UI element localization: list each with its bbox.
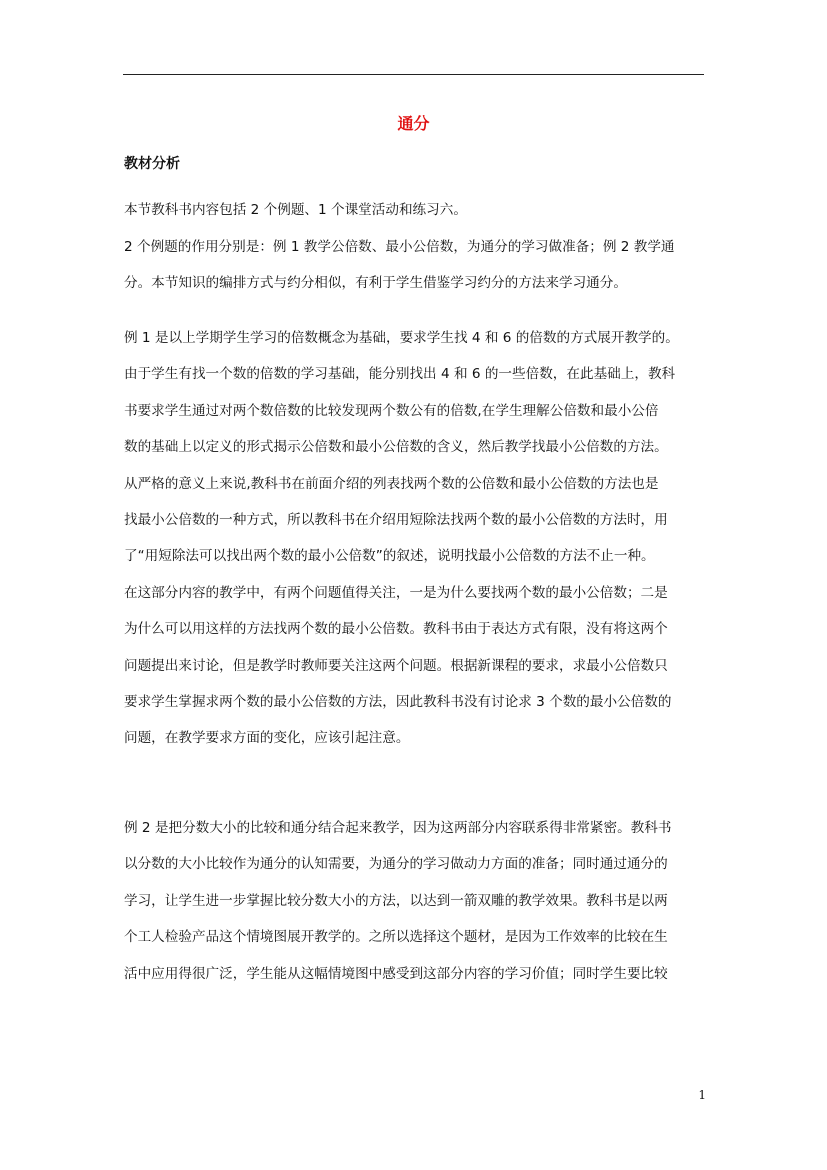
- paragraph-line: 在这部分内容的教学中，有两个问题值得关注，一是为什么要找两个数的最小公倍数；二是: [124, 584, 668, 601]
- page-number: 1: [698, 1088, 706, 1102]
- paragraph-2: [124, 229, 705, 302]
- paragraph-line: 书要求学生通过对两个数倍数的比较发现两个数公有的倍数,在学生理解公倍数和最小公倍: [124, 402, 659, 419]
- paragraph-line: 学习，让学生进一步掌握比较分数大小的方法，以达到一箭双雕的教学效果。教科书是以两: [124, 892, 668, 909]
- paragraph-line: 数的基础上以定义的形式揭示公倍数和最小公倍数的含义，然后教学找最小公倍数的方法。: [124, 439, 668, 456]
- paragraph-line: 由于学生有找一个数的倍数的学习基础，能分别找出 4 和 6 的一些倍数，在此基础上，教科: [124, 366, 676, 383]
- paragraph-line: 活中应用得很广泛，学生能从这幅情境图中感受到这部分内容的学习价值；同时学生要比较: [124, 965, 668, 982]
- paragraph-line: 2 个例题的作用分别是：例 1 教学公倍数、最小公倍数，为通分的学习做准备；例 2 教学通: [124, 239, 675, 255]
- paragraph-line: 了“用短除法可以找出两个数的最小公倍数”的叙述，说明找最小公倍数的方法不止一种。: [124, 548, 655, 565]
- paragraph-1: [124, 192, 705, 228]
- paragraph-line: 本节教科书内容包括 2 个例题、1 个课堂活动和练习六。: [124, 202, 467, 218]
- paragraph-line: 例 1 是以上学期学生学习的倍数概念为基础，要求学生找 4 和 6 的倍数的方式展开教学的。: [124, 330, 679, 346]
- header-rule: [123, 74, 704, 75]
- paragraph-line: 个工人检验产品这个情境图展开教学的。之所以选择这个题材，是因为工作效率的比较在生: [124, 929, 668, 946]
- paragraph-line: 找最小公倍数的一种方式，所以教科书在介绍用短除法找两个数的最小公倍数的方法时，用: [124, 512, 668, 529]
- paragraph-line: 从严格的意义上来说,教科书在前面介绍的列表找两个数的公倍数和最小公倍数的方法也是: [124, 475, 659, 492]
- paragraph-4: [124, 810, 705, 992]
- paragraph-3: [124, 320, 705, 757]
- paragraph-line: 问题提出来讨论，但是教学时教师要关注这两个问题。根据新课程的要求，求最小公倍数只: [124, 657, 668, 674]
- paragraph-line: 问题，在教学要求方面的变化，应该引起注意。: [124, 730, 410, 747]
- paragraph-line: 要求学生掌握求两个数的最小公倍数的方法，因此教科书没有讨论求 3 个数的最小公倍数的: [124, 694, 672, 711]
- page-title: 通分: [397, 114, 430, 133]
- paragraph-line: 为什么可以用这样的方法找两个数的最小公倍数。教科书由于表达方式有限，没有将这两个: [124, 621, 668, 638]
- paragraph-line: 分。本节知识的编排方式与约分相似，有利于学生借鉴学习约分的方法来学习通分。: [124, 275, 627, 292]
- paragraph-line: 例 2 是把分数大小的比较和通分结合起来教学，因为这两部分内容联系得非常紧密。教科书: [124, 820, 672, 836]
- paragraph-line: 以分数的大小比较作为通分的认知需要，为通分的学习做动力方面的准备；同时通过通分的: [124, 856, 668, 873]
- section-heading: 教材分析: [124, 156, 180, 172]
